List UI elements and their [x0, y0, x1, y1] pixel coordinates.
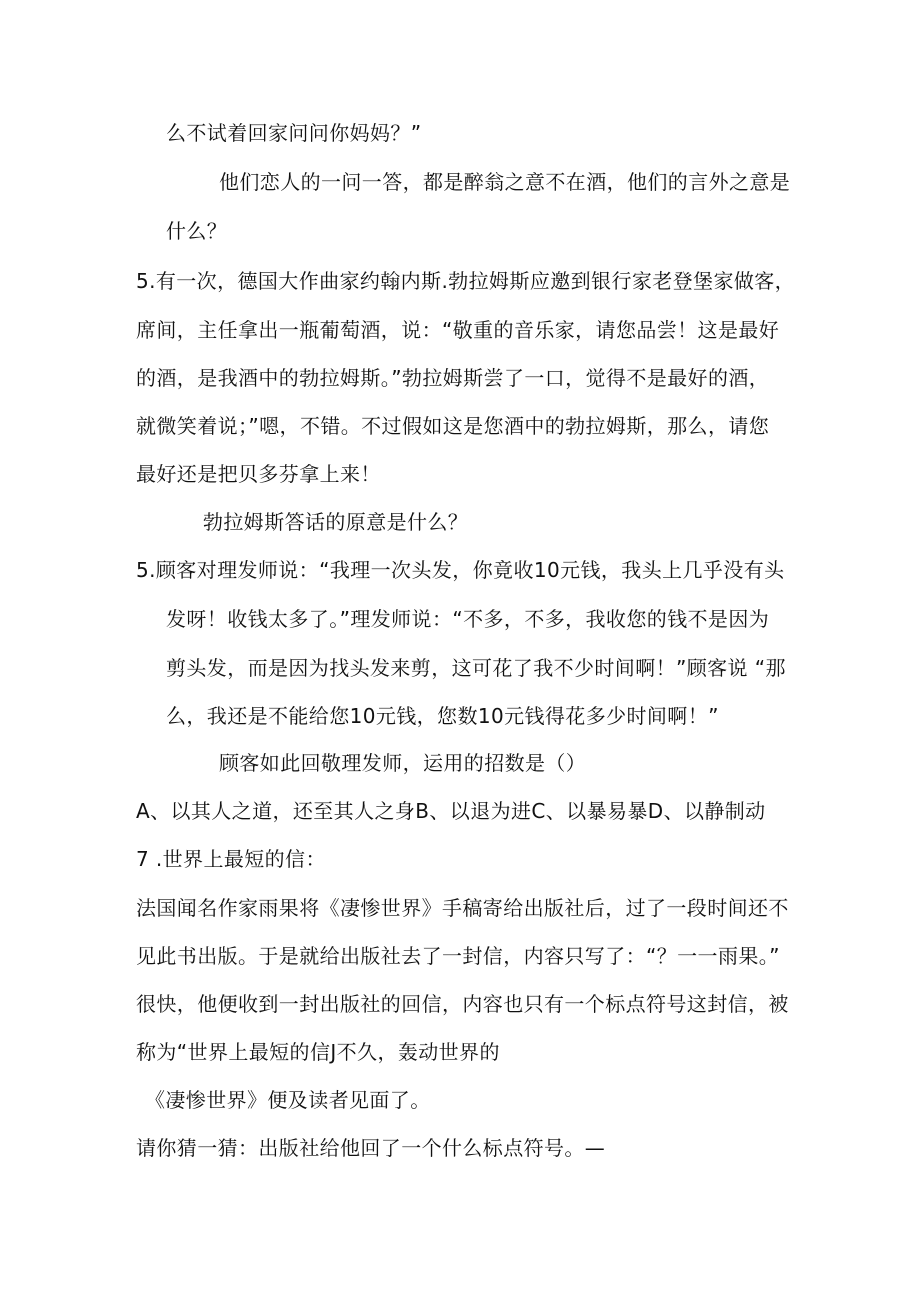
text-line: 发呀！收钱太多了。”理发师说：“不多，不多，我收您的钱不是因为: [166, 607, 770, 631]
text-line: 就微笑着说；”嗯，不错。不过假如这是您酒中的勃拉姆斯，那么，请您: [136, 414, 770, 438]
text-line: 称为“世界上最短的信J不久，轰动世界的: [136, 1040, 500, 1064]
text-line: 最好还是把贝多芬拿上来！: [136, 462, 381, 486]
text-line: 他们恋人的一问一答，都是醉翁之意不在酒，他们的言外之意是: [219, 170, 791, 194]
text-line: A、以其人之道，还至其人之身B、以退为进C、以暴易暴D、以静制动: [136, 799, 766, 823]
text-line: 勃拉姆斯答话的原意是什么？: [203, 510, 469, 534]
text-line: 顾客如此回敬理发师，运用的招数是（）: [219, 751, 587, 775]
text-line: 什么？: [166, 219, 228, 243]
text-line: 5.顾客对理发师说：“我理一次头发，你竟收10元钱，我头上几乎没有头: [136, 558, 785, 582]
text-line: 剪头发，而是因为找头发来剪，这可花了我不少时间啊！”顾客说 “那: [166, 656, 786, 680]
text-line: 请你猜一猜：出版社给他回了一个什么标点符号。—: [136, 1136, 606, 1160]
text-line: 的酒，是我酒中的勃拉姆斯。”勃拉姆斯尝了一口，觉得不是最好的酒，: [136, 366, 770, 390]
text-line: 么不试着回家问问你妈妈？”: [166, 121, 422, 145]
text-line: 7 .世界上最短的信：: [136, 847, 326, 871]
text-line: 席间，主任拿出一瓶葡萄酒，说：“敬重的音乐家，请您品尝！这是最好: [136, 318, 780, 342]
text-line: 么，我还是不能给您10元钱，您数10元钱得花多少时间啊！”: [166, 704, 719, 728]
text-line: 《凄惨世界》便及读者见面了。: [145, 1088, 431, 1112]
text-line: 很快，他便收到一封出版社的回信，内容也只有一个标点符号这封信，被: [136, 992, 789, 1016]
text-line: 5.有一次，德国大作曲家约翰内斯.勃拉姆斯应邀到银行家老登堡家做客，: [136, 269, 796, 293]
text-line: 见此书出版。于是就给出版社去了一封信，内容只写了：“？一一雨果。”: [136, 944, 780, 968]
text-line: 法国闻名作家雨果将《凄惨世界》手稿寄给出版社后，过了一段时间还不: [136, 896, 789, 920]
